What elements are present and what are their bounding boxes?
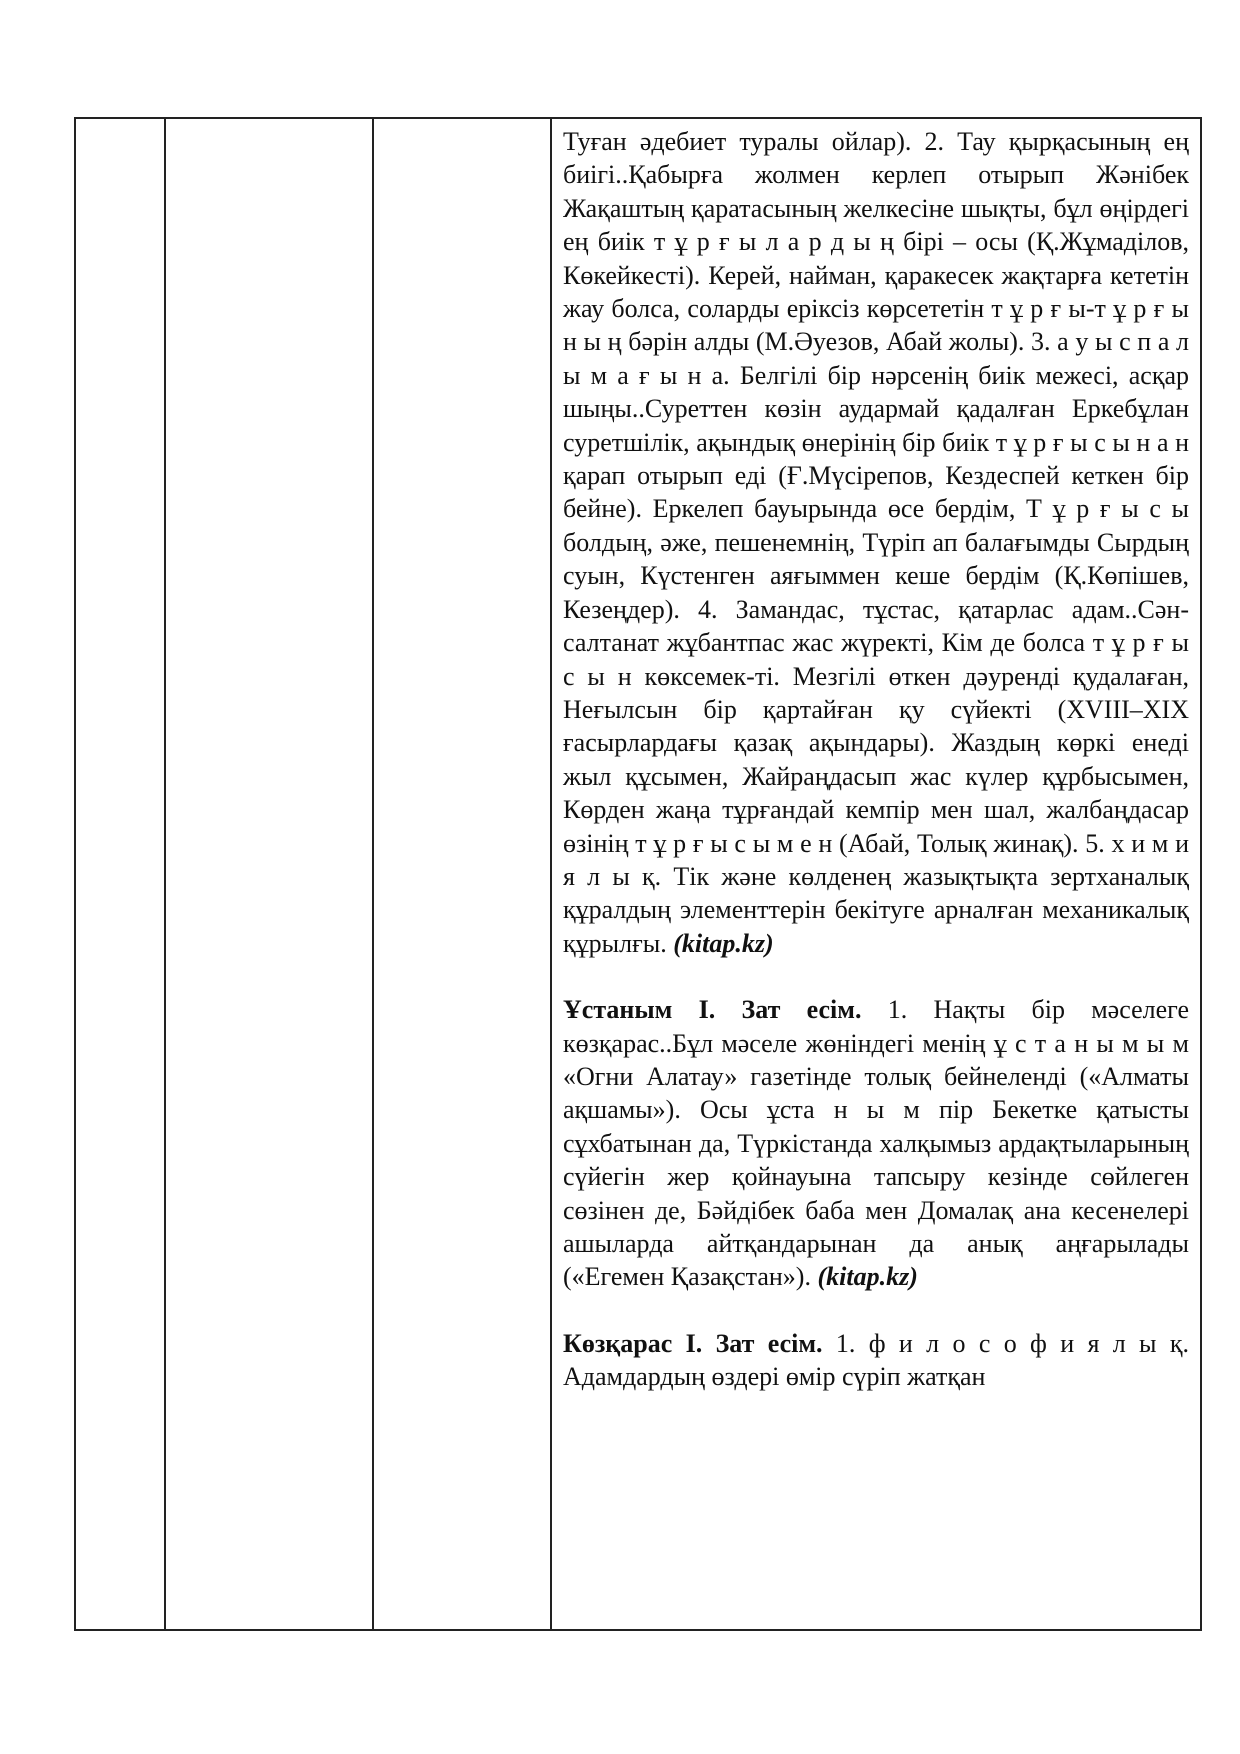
entry-ustanym — [563, 993, 1189, 1294]
entry-source: (kitap.kz) — [673, 928, 774, 958]
empty-cell-2 — [165, 118, 373, 1630]
entry-headword: Көзқарас I. Зат есім. — [563, 1328, 823, 1358]
entry-headword: Ұстаным I. Зат есім. — [563, 995, 862, 1025]
entry-kozqaras — [563, 1327, 1189, 1394]
entry-body: Туған әдебиет туралы ойлар). 2. Тау қырқасының ең биігі..Қабырға жолмен керлеп отырып Жәнібек Жақаштың қаратасының желкесіне шықты, бұл өңірдегі ең биік т ұ р ғ ы л а р д ы ң бірі – осы (Қ.Жұмаділов, Көкейкесті). Керей, найман, қаракесек жақтарға кететін жау болса, соларды еріксіз көрсететін т ұ р ғ ы-т ұ р ғ ы н ы ң бәрін алды (М.Әуезов, Абай жолы). 3. а у ы с п а л ы м а ғ ы н а. Белгілі бір нәрсенің биік межесі, асқар шыңы..Суреттен көзін аудармай қадалған Еркебұлан суретшілік, ақындық өнерінің бір биік т ұ р ғ ы с ы н а н қарап отырып еді (Ғ.Мүсірепов, Кездеспей кеткен бір бейне). Еркелеп бауырында өсе бердім, Т ұ р ғ ы с ы болдың, әже, пешенемнің, Түріп ап балағымды Сырдың суын, Күстенген аяғыммен кеше бердім (Қ.Көпішев, Кезеңдер). 4. Замандас, тұстас, қатарлас адам..Сән-салтанат жұбантпас жас жүректі, Кім де болса т ұ р ғ ы с ы н көксемек-ті. Мезгілі өткен дәуренді қудалаған, Неғылсын бір қартайған қу сүйекті (XVIII–XIX ғасырлардағы қазақ ақындары). Жаздың көркі енеді жыл құсымен, Жайраңдасып жас күлер құрбысымен, Көрден жаңа тұрғандай кемпір мен шал, жалбаңдасар өзінің т ұ р ғ ы с ы м е н (Абай, Толық жинақ). 5. х и м и я л ы қ. Тік және көлденең жазықтықта зертханалық құралдың элементтерін бекітуге арналған механикалық құрылғы. — [563, 127, 1189, 958]
empty-cell-1 — [75, 118, 165, 1630]
empty-cell-3 — [373, 118, 551, 1630]
entry-body: 1. ф и л о с о ф и я л ы қ. Адамдардың өздері өмір сүріп жатқан — [563, 1328, 1189, 1392]
table-row — [75, 118, 1201, 1630]
entry-source: (kitap.kz) — [817, 1262, 918, 1292]
dictionary-table — [74, 117, 1202, 1631]
definition-cell — [551, 118, 1201, 1630]
entry-turgy — [563, 125, 1189, 960]
entry-body: 1. Нақты бір мәселеге көзқарас..Бұл мәселе жөніндегі менің ұ с т а н ы м ы м «Огни Алатау» газетінде толық бейнеленді («Алматы ақшамы»). Осы ұста н ы м пір Бекетке қатысты сұхбатынан да, Түркістанда халқымыз ардақтыларының сүйегін жер қойнауына тапсыру кезінде сөйлеген сөзінен де, Бәйдібек баба мен Домалақ ана кесенелері ашыларда айтқандарынан да анық аңғарылады («Егемен Қазақстан»). — [563, 995, 1190, 1292]
